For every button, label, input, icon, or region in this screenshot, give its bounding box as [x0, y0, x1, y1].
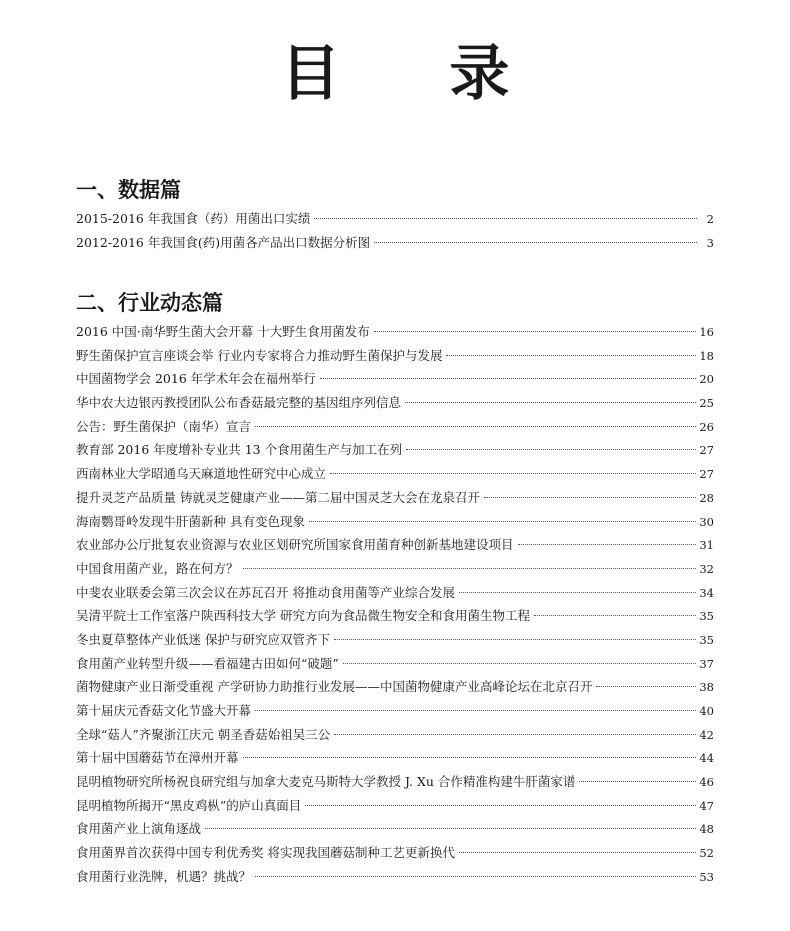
- toc-entry[interactable]: [76, 841, 714, 865]
- toc-entry[interactable]: [76, 557, 714, 581]
- leader-dots: [534, 615, 696, 616]
- toc-entry-page: 16: [699, 325, 714, 339]
- toc-entry-page: 28: [699, 490, 714, 505]
- toc-entry-page: 20: [699, 372, 714, 387]
- toc-entry-page: 52: [699, 846, 714, 861]
- section-heading-data: 一、数据篇: [76, 178, 181, 202]
- toc-entry-title: 海南鹦哥岭发现牛肝菌新种 具有变色现象: [76, 513, 305, 529]
- toc-entry-title: 农业部办公厅批复农业资源与农业区划研究所国家食用菌育种创新基地建设项目: [76, 537, 514, 553]
- leader-dots: [459, 852, 696, 853]
- toc-entry-title: 吴清平院士工作室落户陕西科技大学 研究方向为食品微生物安全和食用菌生物工程: [76, 608, 530, 624]
- leader-dots: [330, 473, 696, 474]
- leader-dots: [579, 781, 696, 782]
- toc-entry-page: 42: [699, 727, 714, 742]
- leader-dots: [314, 218, 697, 219]
- toc-entry-title: 菌物健康产业日渐受重视 产学研协力助推行业发展——中国菌物健康产业高峰论坛在北京召开: [76, 679, 593, 695]
- leader-dots: [446, 355, 696, 356]
- toc-entry-page: 26: [699, 419, 714, 434]
- toc-entry-page: 44: [699, 751, 714, 766]
- toc-entry[interactable]: [76, 652, 714, 676]
- toc-entry-title: 中斐农业联委会第三次会议在苏瓦召开 将推动食用菌等产业综合发展: [76, 584, 455, 600]
- toc-entry-page: 3: [706, 235, 714, 250]
- leader-dots: [374, 242, 697, 243]
- toc-section-data: [76, 207, 714, 254]
- toc-entry-page: 27: [699, 443, 714, 458]
- toc-entry-title: 冬虫夏草整体产业低迷 保护与研究应双管齐下: [76, 631, 330, 647]
- toc-entry[interactable]: [76, 794, 714, 818]
- leader-dots: [343, 663, 697, 664]
- toc-entry-page: 35: [699, 609, 714, 624]
- toc-entry-page: 25: [699, 396, 714, 411]
- toc-entry-page: 47: [699, 798, 714, 813]
- toc-entry[interactable]: [76, 604, 714, 628]
- toc-entry-title: 华中农大边银丙教授团队公布香菇最完整的基因组序列信息: [76, 395, 402, 411]
- toc-entry-title: 野生菌保护宣言座谈会举 行业内专家将合力推动野生菌保护与发展: [76, 347, 443, 363]
- toc-entry[interactable]: [76, 462, 714, 486]
- toc-entry[interactable]: [76, 533, 714, 557]
- toc-entry[interactable]: [76, 415, 714, 439]
- toc-entry-title: 昆明植物研究所杨祝良研究组与加拿大麦克马斯特大学教授 J. Xu 合作精准构建牛肝菌家谱: [76, 774, 576, 790]
- toc-entry-title: 食用菌行业洗牌，机遇？挑战？: [76, 868, 252, 884]
- toc-entry[interactable]: [76, 207, 714, 231]
- toc-entry-page: 2: [706, 212, 714, 226]
- toc-entry-page: 37: [699, 656, 714, 671]
- toc-entry[interactable]: [76, 438, 714, 462]
- leader-dots: [305, 805, 696, 806]
- toc-entry[interactable]: [76, 344, 714, 368]
- toc-entry-title: 食用菌产业上演角逐战: [76, 821, 202, 837]
- toc-entry-title: 2015-2016 年我国食（药）用菌出口实绩: [76, 211, 311, 226]
- toc-entry-title: 第十届庆元香菇文化节盛大开幕: [76, 703, 252, 718]
- toc-entry-page: 38: [699, 680, 714, 695]
- toc-entry-title: 中国菌物学会 2016 年学术年会在福州举行: [76, 371, 316, 387]
- toc-entry-title: 第十届中国蘑菇节在漳州开幕: [76, 750, 239, 766]
- leader-dots: [334, 639, 696, 640]
- leader-dots: [374, 331, 697, 332]
- toc-entry[interactable]: [76, 675, 714, 699]
- leader-dots: [309, 521, 696, 522]
- leader-dots: [243, 568, 697, 569]
- toc-entry-title: 2012-2016 年我国食(药)用菌各产品出口数据分析图: [76, 234, 371, 250]
- toc-entry[interactable]: [76, 746, 714, 770]
- leader-dots: [406, 449, 696, 450]
- toc-entry-page: 31: [699, 538, 714, 553]
- toc-entry-title: 教育部 2016 年度增补专业共 13 个食用菌生产与加工在列: [76, 442, 403, 458]
- toc-entry-page: 34: [699, 585, 714, 600]
- toc-entry-page: 18: [699, 348, 714, 363]
- toc-entry-page: 46: [699, 775, 714, 790]
- leader-dots: [334, 734, 696, 735]
- toc-entry[interactable]: [76, 510, 714, 534]
- leader-dots: [320, 378, 697, 379]
- leader-dots: [484, 497, 696, 498]
- toc-entry-title: 中国食用菌产业，路在何方？: [76, 560, 239, 576]
- toc-entry-title: 提升灵芝产品质量 铸就灵芝健康产业——第二届中国灵芝大会在龙泉召开: [76, 489, 480, 505]
- toc-entry-title: 2016 中国·南华野生菌大会开幕 十大野生食用菌发布: [76, 324, 370, 339]
- leader-dots: [405, 402, 696, 403]
- toc-entry-title: 食用菌产业转型升级——看福建古田如何“破题”: [76, 655, 339, 671]
- toc-entry[interactable]: [76, 770, 714, 794]
- toc-entry-title: 全球“菇人”齐聚浙江庆元 朝圣香菇始祖吴三公: [76, 726, 331, 742]
- toc-entry[interactable]: [76, 367, 714, 391]
- toc-entry[interactable]: [76, 699, 714, 723]
- leader-dots: [518, 544, 697, 545]
- toc-entry-page: 32: [699, 561, 714, 576]
- leader-dots: [255, 710, 696, 711]
- toc-entry[interactable]: [76, 391, 714, 415]
- toc-entry-title: 食用菌界首次获得中国专利优秀奖 将实现我国蘑菇制种工艺更新换代: [76, 845, 455, 861]
- toc-entry[interactable]: [76, 865, 714, 889]
- section-heading-industry: 二、行业动态篇: [76, 291, 223, 315]
- toc-entry[interactable]: [76, 581, 714, 605]
- toc-entry-page: 48: [699, 822, 714, 837]
- toc-entry[interactable]: [76, 628, 714, 652]
- toc-entry-title: 公告：野生菌保护（南华）宣言: [76, 418, 252, 434]
- leader-dots: [255, 876, 696, 877]
- toc-entry[interactable]: [76, 817, 714, 841]
- leader-dots: [459, 592, 696, 593]
- toc-entry[interactable]: [76, 486, 714, 510]
- toc-entry-page: 35: [699, 632, 714, 647]
- leader-dots: [205, 828, 696, 829]
- page-title: 目 录: [280, 39, 554, 109]
- toc-entry[interactable]: [76, 231, 714, 255]
- toc-entry-page: 27: [699, 467, 714, 482]
- toc-entry[interactable]: [76, 320, 714, 344]
- leader-dots: [255, 426, 696, 427]
- toc-entry-title: 西南林业大学昭通乌天麻道地性研究中心成立: [76, 466, 327, 482]
- toc-entry-page: 53: [699, 869, 714, 884]
- toc-entry-title: 昆明植物所揭开“黑皮鸡枞”的庐山真面目: [76, 797, 302, 813]
- toc-entry-page: 40: [699, 704, 714, 718]
- leader-dots: [243, 757, 697, 758]
- toc-entry-page: 30: [699, 514, 714, 529]
- toc-section-industry: [76, 320, 714, 889]
- toc-entry[interactable]: [76, 723, 714, 747]
- leader-dots: [596, 686, 696, 687]
